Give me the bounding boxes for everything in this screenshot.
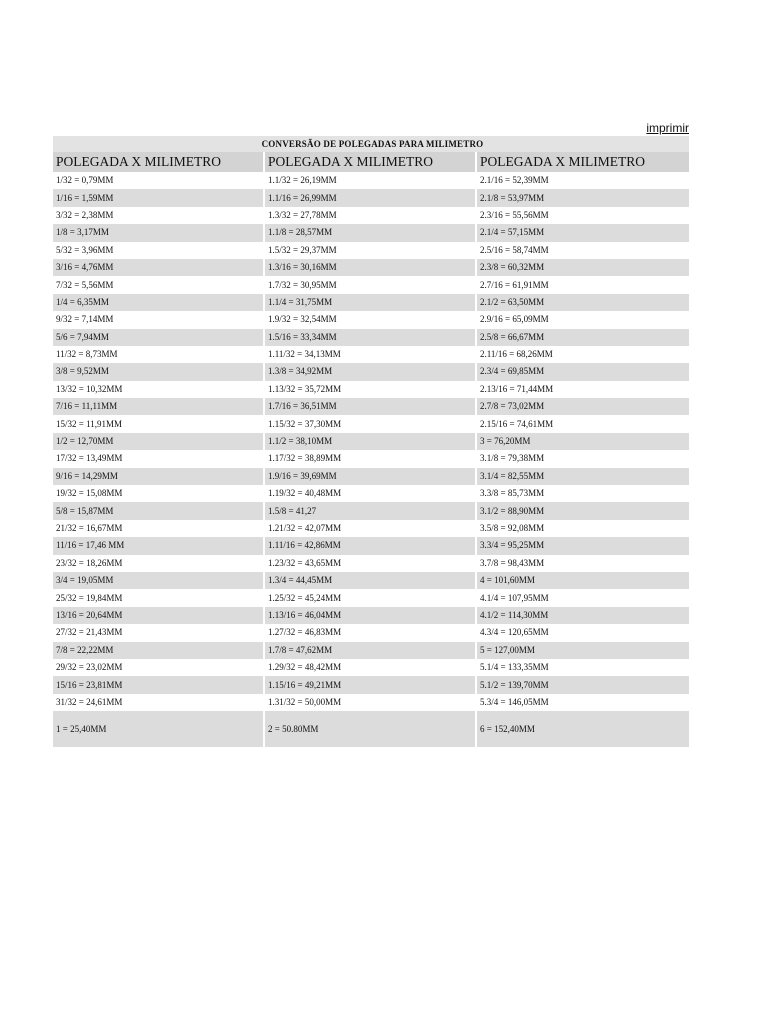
table-cell: 5.3/4 = 146,05MM	[477, 694, 689, 711]
table-cell: 1.31/32 = 50,00MM	[265, 694, 477, 711]
table-cell: 3.1/2 = 88,90MM	[477, 502, 689, 519]
table-cell: 1/2 = 12,70MM	[53, 433, 265, 450]
table-cell: 1.1/4 = 31,75MM	[265, 294, 477, 311]
table-cell: 13/16 = 20,64MM	[53, 607, 265, 624]
table-row	[53, 468, 689, 485]
table-cell: 13/32 = 10,32MM	[53, 381, 265, 398]
table-title-row	[53, 136, 689, 152]
table-cell: 1 = 25,40MM	[53, 711, 265, 747]
table-cell: 1.7/32 = 30,95MM	[265, 276, 477, 293]
table-row	[53, 189, 689, 206]
table-row	[53, 207, 689, 224]
table-cell: 31/32 = 24,61MM	[53, 694, 265, 711]
table-cell: 1/16 = 1,59MM	[53, 189, 265, 206]
table-cell: 2.3/4 = 69,85MM	[477, 363, 689, 380]
table-cell: 9/32 = 7,14MM	[53, 311, 265, 328]
table-title: CONVERSÃO DE POLEGADAS PARA MILIMETRO	[53, 136, 689, 152]
table-cell: 1.1/2 = 38,10MM	[265, 433, 477, 450]
table-row	[53, 589, 689, 606]
table-cell: 7/16 = 11,11MM	[53, 398, 265, 415]
table-cell: 1.13/16 = 46,04MM	[265, 607, 477, 624]
table-row	[53, 224, 689, 241]
table-cell: 9/16 = 14,29MM	[53, 468, 265, 485]
table-cell: 1.17/32 = 38,89MM	[265, 450, 477, 467]
table-cell: 2.1/16 = 52,39MM	[477, 172, 689, 189]
table-cell: 1.3/4 = 44,45MM	[265, 572, 477, 589]
table-cell: 1.9/32 = 32,54MM	[265, 311, 477, 328]
table-cell: 25/32 = 19,84MM	[53, 589, 265, 606]
table-cell: 1.15/16 = 49,21MM	[265, 676, 477, 693]
table-cell: 1.7/16 = 36,51MM	[265, 398, 477, 415]
table-row	[53, 294, 689, 311]
table-cell: 11/16 = 17,46 MM	[53, 537, 265, 554]
table-row	[53, 242, 689, 259]
table-row	[53, 259, 689, 276]
table-cell: 2.7/8 = 73,02MM	[477, 398, 689, 415]
table-cell: 5.1/4 = 133,35MM	[477, 659, 689, 676]
table-cell: 3 = 76,20MM	[477, 433, 689, 450]
table-row	[53, 711, 689, 747]
table-cell: 3.7/8 = 98,43MM	[477, 555, 689, 572]
table-row	[53, 537, 689, 554]
table-cell: 1.5/32 = 29,37MM	[265, 242, 477, 259]
table-cell: 1.1/8 = 28,57MM	[265, 224, 477, 241]
table-cell: 3/16 = 4,76MM	[53, 259, 265, 276]
table-cell: 2 = 50.80MM	[265, 711, 477, 747]
table-cell: 1.11/16 = 42,86MM	[265, 537, 477, 554]
table-cell: 1.19/32 = 40,48MM	[265, 485, 477, 502]
table-cell: 1.13/32 = 35,72MM	[265, 381, 477, 398]
table-cell: 3.3/8 = 85,73MM	[477, 485, 689, 502]
table-cell: 1.1/32 = 26,19MM	[265, 172, 477, 189]
table-cell: 15/32 = 11,91MM	[53, 415, 265, 432]
table-cell: 1.27/32 = 46,83MM	[265, 624, 477, 641]
table-cell: 2.9/16 = 65,09MM	[477, 311, 689, 328]
table-cell: 19/32 = 15,08MM	[53, 485, 265, 502]
table-cell: 5 = 127,00MM	[477, 642, 689, 659]
table-cell: 1.15/32 = 37,30MM	[265, 415, 477, 432]
table-cell: 3.1/8 = 79,38MM	[477, 450, 689, 467]
table-row	[53, 172, 689, 189]
table-cell: 2.3/16 = 55,56MM	[477, 207, 689, 224]
table-cell: 7/32 = 5,56MM	[53, 276, 265, 293]
table-cell: 2.7/16 = 61,91MM	[477, 276, 689, 293]
table-row	[53, 485, 689, 502]
table-cell: 29/32 = 23,02MM	[53, 659, 265, 676]
table-row	[53, 363, 689, 380]
table-cell: 1.9/16 = 39,69MM	[265, 468, 477, 485]
conversion-table	[53, 136, 689, 747]
table-cell: 4.1/2 = 114,30MM	[477, 607, 689, 624]
table-row	[53, 676, 689, 693]
table-row	[53, 555, 689, 572]
table-cell: 1/8 = 3,17MM	[53, 224, 265, 241]
table-row	[53, 450, 689, 467]
table-row	[53, 624, 689, 641]
column-header: POLEGADA X MILIMETRO	[477, 152, 689, 172]
table-cell: 23/32 = 18,26MM	[53, 555, 265, 572]
table-cell: 1.11/32 = 34,13MM	[265, 346, 477, 363]
table-row	[53, 659, 689, 676]
table-cell: 2.3/8 = 60,32MM	[477, 259, 689, 276]
table-row	[53, 415, 689, 432]
table-row	[53, 433, 689, 450]
table-cell: 5/32 = 3,96MM	[53, 242, 265, 259]
table-cell: 1.5/8 = 41,27	[265, 502, 477, 519]
table-cell: 4 = 101,60MM	[477, 572, 689, 589]
table-row	[53, 398, 689, 415]
table-cell: 11/32 = 8,73MM	[53, 346, 265, 363]
table-cell: 1.25/32 = 45,24MM	[265, 589, 477, 606]
table-cell: 3/8 = 9,52MM	[53, 363, 265, 380]
table-cell: 5.1/2 = 139,70MM	[477, 676, 689, 693]
table-cell: 1.3/8 = 34,92MM	[265, 363, 477, 380]
table-cell: 2.15/16 = 74,61MM	[477, 415, 689, 432]
table-cell: 2.5/16 = 58,74MM	[477, 242, 689, 259]
table-cell: 3.1/4 = 82,55MM	[477, 468, 689, 485]
table-row	[53, 520, 689, 537]
table-cell: 1.1/16 = 26,99MM	[265, 189, 477, 206]
table-cell: 1.29/32 = 48,42MM	[265, 659, 477, 676]
table-body	[53, 172, 689, 747]
column-header: POLEGADA X MILIMETRO	[53, 152, 265, 172]
table-cell: 2.1/8 = 53,97MM	[477, 189, 689, 206]
column-header: POLEGADA X MILIMETRO	[265, 152, 477, 172]
table-cell: 6 = 152,40MM	[477, 711, 689, 747]
table-cell: 1.7/8 = 47,62MM	[265, 642, 477, 659]
table-cell: 7/8 = 22,22MM	[53, 642, 265, 659]
table-cell: 5/8 = 15,87MM	[53, 502, 265, 519]
table-cell: 2.1/2 = 63,50MM	[477, 294, 689, 311]
table-cell: 1.21/32 = 42,07MM	[265, 520, 477, 537]
table-cell: 4.3/4 = 120,65MM	[477, 624, 689, 641]
table-cell: 3.3/4 = 95,25MM	[477, 537, 689, 554]
table-cell: 1/4 = 6,35MM	[53, 294, 265, 311]
print-link[interactable]: imprimir	[646, 121, 689, 135]
table-row	[53, 502, 689, 519]
table-cell: 5/6 = 7,94MM	[53, 329, 265, 346]
table-cell: 1.3/16 = 30,16MM	[265, 259, 477, 276]
table-cell: 2.1/4 = 57,15MM	[477, 224, 689, 241]
table-row	[53, 329, 689, 346]
table-row	[53, 276, 689, 293]
table-row	[53, 694, 689, 711]
table-cell: 1/32 = 0,79MM	[53, 172, 265, 189]
table-cell: 17/32 = 13,49MM	[53, 450, 265, 467]
table-cell: 1.5/16 = 33,34MM	[265, 329, 477, 346]
table-cell: 21/32 = 16,67MM	[53, 520, 265, 537]
table-cell: 3/4 = 19,05MM	[53, 572, 265, 589]
table-cell: 3/32 = 2,38MM	[53, 207, 265, 224]
table-cell: 4.1/4 = 107,95MM	[477, 589, 689, 606]
table-cell: 2.5/8 = 66,67MM	[477, 329, 689, 346]
table-cell: 2.11/16 = 68,26MM	[477, 346, 689, 363]
table-cell: 1.3/32 = 27,78MM	[265, 207, 477, 224]
table-row	[53, 642, 689, 659]
table-row	[53, 572, 689, 589]
table-row	[53, 607, 689, 624]
table-header-row	[53, 152, 689, 172]
table-cell: 27/32 = 21,43MM	[53, 624, 265, 641]
table-row	[53, 346, 689, 363]
table-row	[53, 311, 689, 328]
table-cell: 2.13/16 = 71,44MM	[477, 381, 689, 398]
table-cell: 15/16 = 23,81MM	[53, 676, 265, 693]
table-cell: 1.23/32 = 43,65MM	[265, 555, 477, 572]
table-row	[53, 381, 689, 398]
table-cell: 3.5/8 = 92,08MM	[477, 520, 689, 537]
